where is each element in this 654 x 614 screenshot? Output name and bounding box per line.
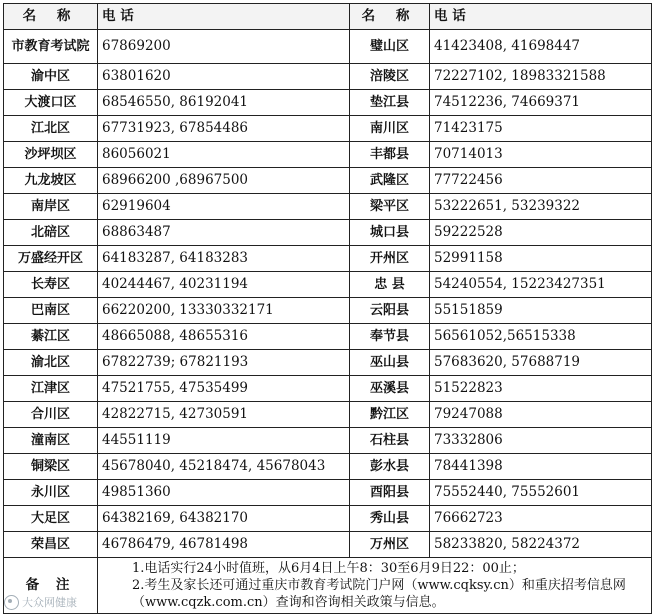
phone-number-right: 76662723 xyxy=(430,506,652,532)
phone-number-right: 72227102, 18983321588 xyxy=(430,64,652,90)
phone-number-right: 56561052,56515338 xyxy=(430,324,652,350)
table-body xyxy=(4,30,652,558)
notes-label: 备 注 xyxy=(4,558,98,614)
district-name-right: 巫溪县 xyxy=(350,376,430,402)
district-name-left: 江津区 xyxy=(4,376,98,402)
table-row xyxy=(4,116,652,142)
district-name-right: 巫山县 xyxy=(350,350,430,376)
district-name-left: 渝北区 xyxy=(4,350,98,376)
district-name-left: 市教育考试院 xyxy=(4,30,98,64)
phone-number-left: 67822739; 67821193 xyxy=(98,350,350,376)
phone-number-left: 86056021 xyxy=(98,142,350,168)
phone-number-right: 54240554, 15223427351 xyxy=(430,272,652,298)
district-name-left: 南岸区 xyxy=(4,194,98,220)
phone-number-left: 62919604 xyxy=(98,194,350,220)
phone-number-right: 75552440, 75552601 xyxy=(430,480,652,506)
table-row xyxy=(4,506,652,532)
district-name-right: 黔江区 xyxy=(350,402,430,428)
phone-number-right: 78441398 xyxy=(430,454,652,480)
district-name-right: 彭水县 xyxy=(350,454,430,480)
header-name-right: 名 称 xyxy=(350,4,430,30)
district-name-left: 永川区 xyxy=(4,480,98,506)
district-name-right: 忠 县 xyxy=(350,272,430,298)
district-name-right: 武隆区 xyxy=(350,168,430,194)
table-row xyxy=(4,350,652,376)
table-row xyxy=(4,272,652,298)
district-name-left: 大足区 xyxy=(4,506,98,532)
district-name-right: 城口县 xyxy=(350,220,430,246)
phone-number-left: 66220200, 13330332171 xyxy=(98,298,350,324)
district-name-right: 丰都县 xyxy=(350,142,430,168)
table-row xyxy=(4,64,652,90)
phone-number-right: 58233820, 58224372 xyxy=(430,532,652,558)
watermark-text: 大众网健康 xyxy=(22,596,77,609)
header-name-left: 名 称 xyxy=(4,4,98,30)
phone-number-left: 47521755, 47535499 xyxy=(98,376,350,402)
phone-number-left: 68546550, 86192041 xyxy=(98,90,350,116)
phone-number-left: 67731923, 67854486 xyxy=(98,116,350,142)
district-name-left: 沙坪坝区 xyxy=(4,142,98,168)
district-name-left: 渝中区 xyxy=(4,64,98,90)
district-name-left: 荣昌区 xyxy=(4,532,98,558)
table-row xyxy=(4,194,652,220)
district-name-right: 酉阳县 xyxy=(350,480,430,506)
phone-number-left: 48665088, 48655316 xyxy=(98,324,350,350)
phone-number-left: 67869200 xyxy=(98,30,350,64)
phone-number-left: 64183287, 64183283 xyxy=(98,246,350,272)
district-name-right: 秀山县 xyxy=(350,506,430,532)
phone-number-right: 74512236, 74669371 xyxy=(430,90,652,116)
district-name-right: 云阳县 xyxy=(350,298,430,324)
district-name-left: 万盛经开区 xyxy=(4,246,98,272)
district-name-right: 石柱县 xyxy=(350,428,430,454)
phone-number-left: 46786479, 46781498 xyxy=(98,532,350,558)
note-line-1: 1.电话实行24小时值班，从6月4日上午8：30至6月9日22：00止； xyxy=(132,561,525,576)
header-phone-left: 电 话 xyxy=(98,4,350,30)
phone-number-left: 63801620 xyxy=(98,64,350,90)
district-name-right: 垫江县 xyxy=(350,90,430,116)
phone-number-left: 49851360 xyxy=(98,480,350,506)
note-line-2: 2.考生及家长还可通过重庆市教育考试院门户网（www.cqksy.cn）和重庆招考信息网（www.cqzk.com.cn）查询和咨询相关政策与信息。 xyxy=(132,578,626,610)
district-name-left: 大渡口区 xyxy=(4,90,98,116)
phone-number-right: 55151859 xyxy=(430,298,652,324)
notes-content xyxy=(98,558,652,614)
header-phone-right: 电 话 xyxy=(430,4,652,30)
phone-number-left: 68966200 ,68967500 xyxy=(98,168,350,194)
district-name-left: 潼南区 xyxy=(4,428,98,454)
phone-number-right: 79247088 xyxy=(430,402,652,428)
district-name-right: 涪陵区 xyxy=(350,64,430,90)
phone-number-right: 51522823 xyxy=(430,376,652,402)
phone-number-right: 57683620, 57688719 xyxy=(430,350,652,376)
district-name-left: 铜梁区 xyxy=(4,454,98,480)
table-row xyxy=(4,480,652,506)
table-row xyxy=(4,220,652,246)
contact-phone-table xyxy=(3,3,652,614)
phone-number-left: 42822715, 42730591 xyxy=(98,402,350,428)
phone-number-right: 59222528 xyxy=(430,220,652,246)
phone-number-left: 64382169, 64382170 xyxy=(98,506,350,532)
table-row xyxy=(4,428,652,454)
district-name-left: 綦江区 xyxy=(4,324,98,350)
table-row xyxy=(4,532,652,558)
table-row xyxy=(4,90,652,116)
table-header-row xyxy=(4,4,652,30)
table-row xyxy=(4,376,652,402)
phone-number-right: 41423408, 41698447 xyxy=(430,30,652,64)
table-row xyxy=(4,324,652,350)
district-name-right: 南川区 xyxy=(350,116,430,142)
table-row xyxy=(4,402,652,428)
phone-number-left: 40244467, 40231194 xyxy=(98,272,350,298)
district-name-right: 万州区 xyxy=(350,532,430,558)
phone-number-right: 73332806 xyxy=(430,428,652,454)
district-name-right: 开州区 xyxy=(350,246,430,272)
district-name-left: 北碚区 xyxy=(4,220,98,246)
phone-number-right: 70714013 xyxy=(430,142,652,168)
table-row xyxy=(4,298,652,324)
table-row xyxy=(4,168,652,194)
table-row xyxy=(4,454,652,480)
district-name-left: 巴南区 xyxy=(4,298,98,324)
phone-number-right: 53222651, 53239322 xyxy=(430,194,652,220)
district-name-left: 长寿区 xyxy=(4,272,98,298)
district-name-left: 江北区 xyxy=(4,116,98,142)
wechat-logo-icon xyxy=(4,595,19,610)
table-row xyxy=(4,142,652,168)
table-row xyxy=(4,30,652,64)
phone-number-left: 68863487 xyxy=(98,220,350,246)
phone-number-right: 52991158 xyxy=(430,246,652,272)
watermark xyxy=(4,594,77,610)
phone-number-left: 44551119 xyxy=(98,428,350,454)
district-name-right: 梁平区 xyxy=(350,194,430,220)
district-name-left: 九龙坡区 xyxy=(4,168,98,194)
phone-number-left: 45678040, 45218474, 45678043 xyxy=(98,454,350,480)
phone-number-right: 71423175 xyxy=(430,116,652,142)
table-row xyxy=(4,246,652,272)
district-name-left: 合川区 xyxy=(4,402,98,428)
notes-row xyxy=(4,558,652,614)
phone-number-right: 77722456 xyxy=(430,168,652,194)
district-name-right: 璧山区 xyxy=(350,30,430,64)
district-name-right: 奉节县 xyxy=(350,324,430,350)
